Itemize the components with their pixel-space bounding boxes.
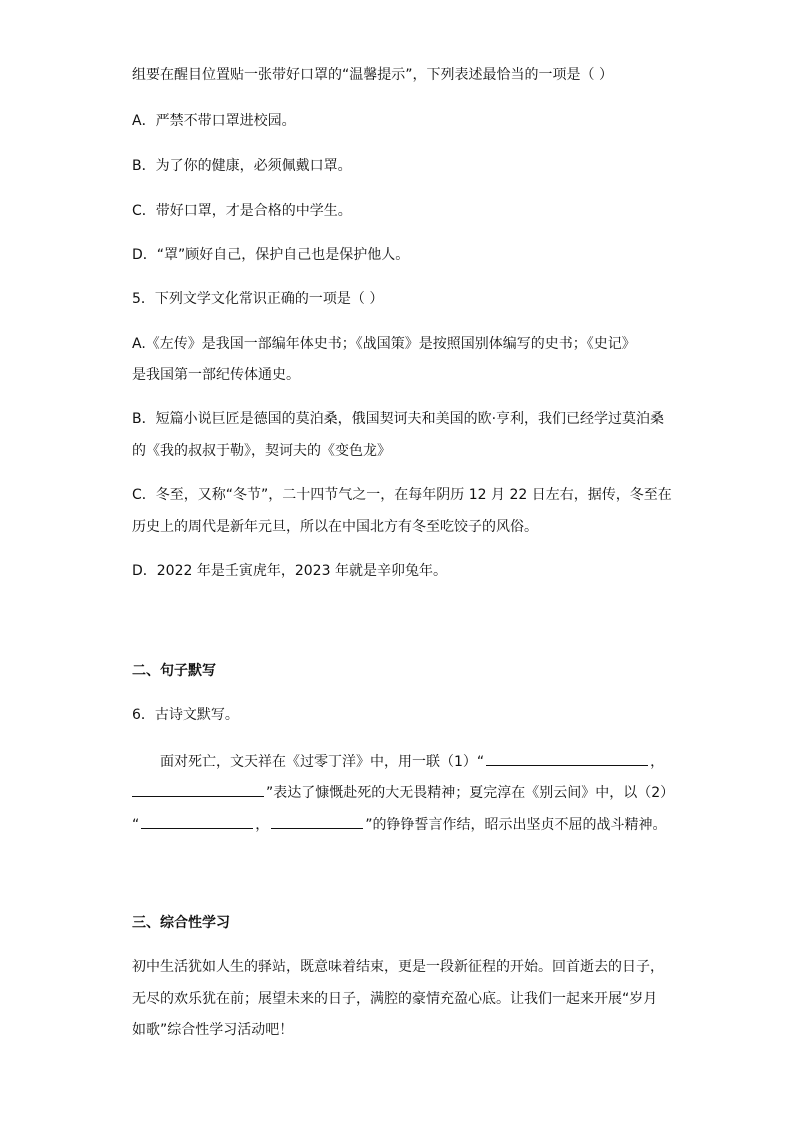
q6-text-part1: 面对死亡，文天祥在《过零丁洋》中，用一联（1）“ bbox=[160, 754, 485, 770]
q6-paragraph-line1 bbox=[160, 751, 664, 771]
q5-option-a-line1: A.《左传》是我国一部编年体史书；《战国策》是按照国别体编写的史书；《史记》 bbox=[132, 336, 636, 352]
q6-text-part2: ， bbox=[650, 754, 665, 770]
section3-intro-line1: 初中生活犹如人生的驿站，既意味着结束，更是一段新征程的开始。回首逝去的日子， bbox=[132, 959, 664, 975]
answer-blank-1a[interactable] bbox=[486, 751, 648, 766]
q5-option-d: D．2022 年是壬寅虎年，2023 年就是辛卯兔年。 bbox=[132, 563, 447, 579]
q6-paragraph-line3 bbox=[132, 814, 667, 834]
q5-option-b-line2: 的《我的叔叔于勒》，契诃夫的《变色龙》 bbox=[132, 443, 391, 459]
q5-option-c-line2: 历史上的周代是新年元旦，所以在中国北方有冬至吃饺子的风俗。 bbox=[132, 519, 538, 535]
q5-option-c-line1: C．冬至，又称“冬节”，二十四节气之一，在每年阴历 12 月 22 日左右，据传，冬至在 bbox=[132, 487, 672, 503]
section3-intro-line2: 无尽的欢乐犹在前；展望未来的日子，满腔的豪情充盈心底。让我们一起来开展“岁月 bbox=[132, 991, 658, 1007]
q4-option-d: D．“罩”顾好自己，保护自己也是保护他人。 bbox=[132, 247, 410, 263]
q6-text-part3: ”表达了慷慨赴死的大无畏精神；夏完淳在《别云间》中，以（2） bbox=[266, 785, 675, 801]
q4-option-c: C．带好口罩，才是合格的中学生。 bbox=[132, 203, 352, 219]
q6-text-part5: ， bbox=[255, 817, 270, 833]
q6-paragraph-line2 bbox=[132, 782, 674, 802]
section3-intro-line3: 如歌”综合性学习活动吧！ bbox=[132, 1022, 294, 1038]
q4-stem-tail: 组要在醒目位置贴一张带好口罩的“温馨提示”，下列表述最恰当的一项是（ ） bbox=[132, 67, 613, 83]
answer-blank-2a[interactable] bbox=[141, 814, 253, 829]
q5-option-a-line2: 是我国第一部纪传体通史。 bbox=[132, 367, 300, 383]
q5-option-b-line1: B．短篇小说巨匠是德国的莫泊桑，俄国契诃夫和美国的欧·亨利，我们已经学过莫泊桑 bbox=[132, 411, 665, 427]
section-title-dictation: 二、句子默写 bbox=[132, 663, 216, 679]
answer-blank-1b[interactable] bbox=[132, 782, 264, 797]
q5-stem: 5．下列文学文化常识正确的一项是（ ） bbox=[132, 291, 384, 307]
q4-option-a: A．严禁不带口罩进校园。 bbox=[132, 113, 296, 129]
section-title-comprehensive: 三、综合性学习 bbox=[132, 915, 230, 931]
answer-blank-2b[interactable] bbox=[271, 814, 363, 829]
q6-text-part6: ”的铮铮誓言作结，昭示出坚贞不屈的战斗精神。 bbox=[365, 817, 667, 833]
q6-stem: 6．古诗文默写。 bbox=[132, 707, 239, 723]
q4-option-b: B．为了你的健康，必须佩戴口罩。 bbox=[132, 158, 352, 174]
q6-text-part4: “ bbox=[132, 817, 140, 833]
